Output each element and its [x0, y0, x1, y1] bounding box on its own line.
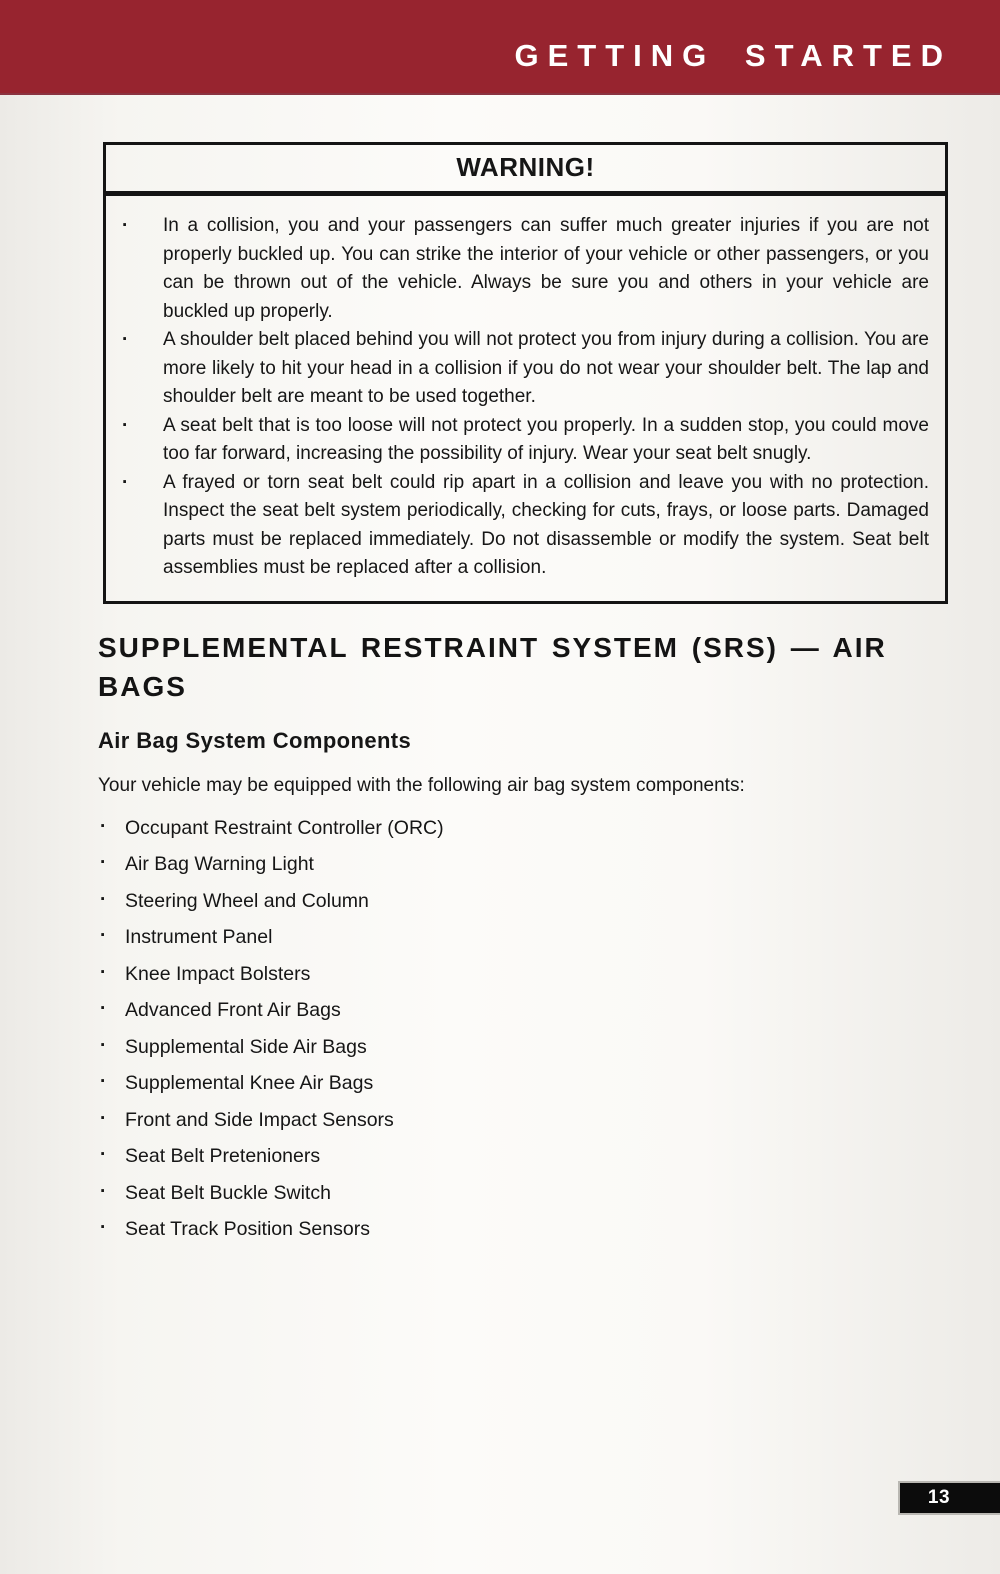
- component-label: Supplemental Side Air Bags: [125, 1035, 367, 1058]
- bullet-glyph: ·: [100, 961, 107, 983]
- warning-bullet-item: [118, 212, 929, 326]
- section-intro-text: Your vehicle may be equipped with the following air bag system components:: [98, 774, 745, 796]
- warning-bullet-item: [118, 326, 929, 412]
- section-heading: SUPPLEMENTAL RESTRAINT SYSTEM (SRS) — AIR BAGS: [98, 631, 887, 702]
- page-number-badge: [900, 1483, 1000, 1513]
- component-label: Supplemental Knee Air Bags: [125, 1072, 374, 1094]
- warning-bullet-item: [118, 469, 929, 583]
- list-item: [98, 1072, 1000, 1094]
- bullet-glyph: ·: [100, 1071, 107, 1092]
- warning-bullet-text: A seat belt that is too loose will not protect you properly. In a sudden stop, you could move too far forward, increasing the possibility of injury. Wear your seat belt snugly.: [163, 414, 929, 464]
- component-label: Advanced Front Air Bags: [125, 999, 341, 1021]
- list-item: [98, 1145, 1000, 1167]
- section-subheading: Air Bag System Components: [98, 727, 412, 753]
- component-label: Occupant Restraint Controller (ORC): [125, 816, 444, 839]
- component-label: Seat Belt Pretenioners: [125, 1145, 321, 1167]
- warning-title: WARNING!: [106, 145, 945, 196]
- list-item: [98, 999, 1000, 1021]
- list-item: [98, 1218, 1000, 1240]
- bullet-glyph: ·: [100, 925, 107, 946]
- page-number: 13: [927, 1487, 951, 1508]
- list-item: [98, 1036, 1000, 1058]
- bullet-glyph: ·: [122, 414, 129, 436]
- section-header-band: [0, 0, 1000, 95]
- section-header-title: GETTING STARTED: [514, 37, 952, 73]
- component-label: Front and Side Impact Sensors: [125, 1108, 394, 1131]
- component-label: Seat Belt Buckle Switch: [125, 1181, 331, 1204]
- bullet-glyph: ·: [100, 1107, 107, 1129]
- bullet-glyph: ·: [100, 1144, 107, 1165]
- bullet-glyph: ·: [100, 1180, 107, 1202]
- components-list: [98, 817, 1000, 1241]
- component-label: Instrument Panel: [125, 926, 273, 948]
- warning-bullet-item: [118, 412, 929, 469]
- list-item: [98, 963, 1000, 985]
- bullet-glyph: ·: [100, 815, 107, 837]
- bullet-glyph: ·: [122, 329, 129, 350]
- list-item: [98, 853, 1000, 875]
- bullet-glyph: ·: [122, 215, 129, 236]
- component-label: Seat Track Position Sensors: [125, 1218, 370, 1240]
- bullet-glyph: ·: [100, 998, 107, 1019]
- component-label: Air Bag Warning Light: [125, 853, 314, 875]
- component-label: Steering Wheel and Column: [125, 889, 369, 912]
- bullet-glyph: ·: [100, 1034, 107, 1056]
- list-item: [98, 1182, 1000, 1204]
- bullet-glyph: ·: [100, 852, 107, 873]
- list-item: [98, 890, 1000, 912]
- list-item: [98, 817, 1000, 839]
- list-item: [98, 926, 1000, 948]
- bullet-glyph: ·: [122, 471, 129, 493]
- list-item: [98, 1109, 1000, 1131]
- warning-bullet-list: [106, 196, 945, 601]
- warning-bullet-text: A shoulder belt placed behind you will not protect you from injury during a collision. You are more likely to hit your head in a collision if you do not wear your shoulder belt. The lap and shoulder belt are meant to be used together.: [163, 329, 929, 407]
- bullet-glyph: ·: [100, 888, 107, 910]
- warning-bullet-text: A frayed or torn seat belt could rip apart in a collision and leave you with no protection. Inspect the seat belt system periodically, checking for cuts, frays, or loose parts. Damaged parts must be replaced immediately. Do not disassemble or modify the system. Seat belt assemblies must be replaced after a collision.: [163, 471, 929, 578]
- warning-bullet-text: In a collision, you and your passengers can suffer much greater injuries if you are not properly buckled up. You can strike the interior of your vehicle or other passengers, or you can be thrown out of the vehicle. Always be sure you and others in your vehicle are buckled up properly.: [163, 215, 929, 322]
- warning-box: [103, 142, 948, 604]
- component-label: Knee Impact Bolsters: [125, 962, 311, 985]
- bullet-glyph: ·: [100, 1217, 107, 1238]
